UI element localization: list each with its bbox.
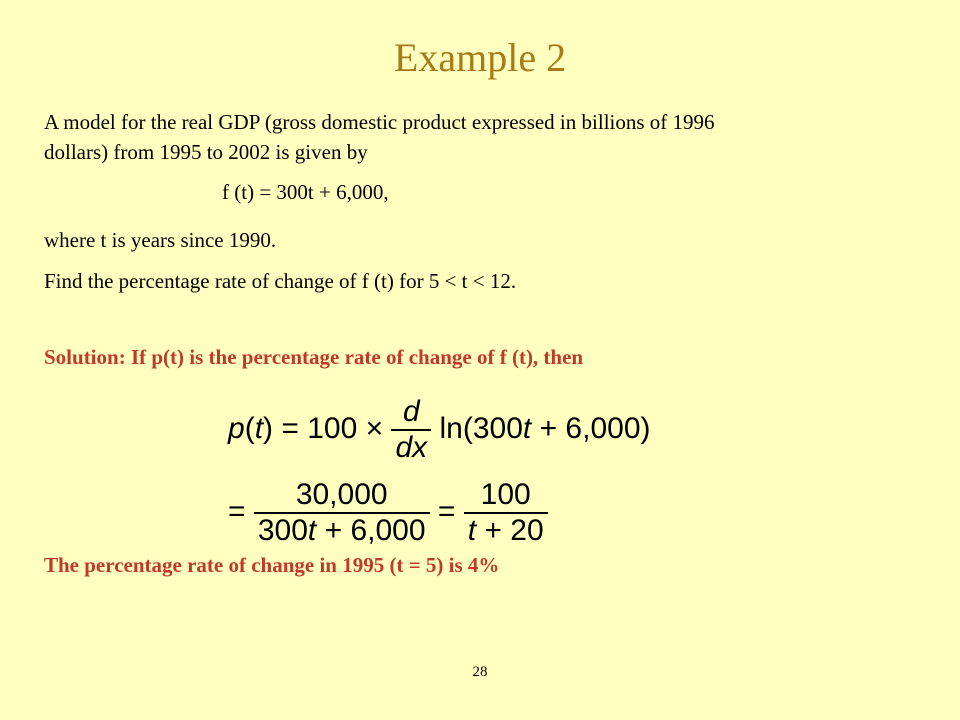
- page-number: 28: [472, 664, 488, 680]
- model-equation: [222, 180, 389, 205]
- intro-line-1: A model for the real GDP (gross domestic product expressed in billions of 1996: [44, 110, 715, 134]
- derivation-line-2: = $\frac{30,000}{300t + 6,000}$ = $\frac{100}{t + 20}$: [228, 478, 548, 548]
- slide-title: Example 2: [393, 35, 567, 80]
- derivation-line-1: p(t) = 100 × $\frac{d}{dx}$ ln(300t + 6,000): [228, 395, 651, 464]
- where-line: where t is years since 1990.: [44, 228, 277, 252]
- model-equation-text: f (t) = 300t + 6,000,: [222, 180, 389, 204]
- task-line: Find the percentage rate of change of f (t) for 5 < t < 12.: [44, 269, 517, 293]
- conclusion-line: The percentage rate of change in 1995 (t = 5) is 4%: [44, 553, 500, 577]
- intro-paragraph: [44, 107, 924, 167]
- intro-line-2: dollars) from 1995 to 2002 is given by: [44, 140, 368, 164]
- solution-line: Solution: If p(t) is the percentage rate of change of f (t), then: [44, 345, 584, 369]
